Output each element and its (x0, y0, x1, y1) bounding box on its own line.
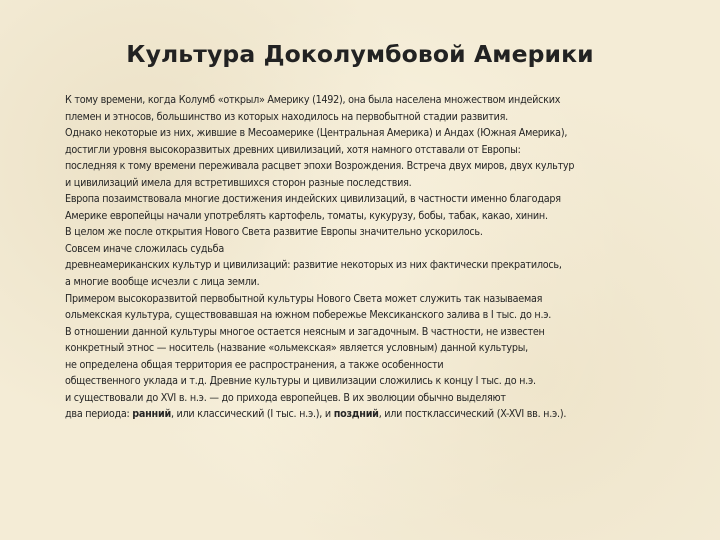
body-line: не определена общая территория ее распространения, а также особенности (65, 357, 444, 371)
body-line: В целом же после открытия Нового Света развитие Европы значительно ускорилось. (65, 225, 483, 239)
body-line: Примером высокоразвитой первобытной культуры Нового Света может служить так называемая (65, 291, 543, 305)
body-line: последняя к тому времени переживала расцвет эпохи Возрождения. Встреча двух миров, двух культур (65, 159, 575, 173)
body-line: и существовали до XVI в. н.э. — до прихода европейцев. В их эволюции обычно выделяют (65, 390, 506, 404)
body-line: Совсем иначе сложилась судьба (65, 241, 224, 255)
body-line: В отношении данной культуры многое остается неясным и загадочным. В частности, не известен (65, 324, 545, 338)
body-line: Америке европейцы начали употреблять картофель, томаты, кукурузу, бобы, табак, какао, хинин. (65, 208, 548, 222)
slide-title: Культура Доколумбовой Америки (126, 40, 594, 68)
last-line-part3: , или постклассический (X-XVI вв. н.э.). (378, 407, 567, 421)
term-late: поздний (333, 407, 379, 421)
body-line: древнеамериканских культур и цивилизаций: развитие некоторых из них фактически прекратилось, (65, 258, 562, 272)
body-line-last (65, 406, 705, 423)
term-early: ранний (132, 407, 171, 421)
body-line: общественного уклада и т.д. Древние культуры и цивилизации сложились к концу I тыс. до н.э. (65, 374, 536, 388)
body-line: ольмекская культура, существовавшая на южном побережье Мексиканского залива в I тыс. до н.э. (65, 308, 552, 322)
body-line: достигли уровня высокоразвитых древних цивилизаций, хотя намного отставали от Европы: (65, 142, 521, 156)
body-line: Европа позаимствовала многие достижения индейских цивилизаций, в частности именно благодаря (65, 192, 561, 206)
body-line: а многие вообще исчезли с лица земли. (65, 275, 260, 289)
last-line-part1: два периода: (65, 407, 133, 421)
body-line: конкретный этнос — носитель (название «ольмекская» является условным) данной культуры, (65, 341, 528, 355)
body-line: К тому времени, когда Колумб «открыл» Америку (1492), она была населена множеством индейских (65, 93, 561, 106)
body-line: и цивилизаций имела для встретившихся сторон разные последствия. (65, 175, 412, 189)
last-line-part2: , или классический (I тыс. н.э.), и (170, 407, 334, 421)
slide-body (65, 92, 705, 423)
body-line: племен и этносов, большинство из которых находилось на первобытной стадии развития. (65, 109, 508, 123)
body-line: Однако некоторые из них, жившие в Месоамерике (Центральная Америка) и Андах (Южная Америка), (65, 126, 568, 140)
